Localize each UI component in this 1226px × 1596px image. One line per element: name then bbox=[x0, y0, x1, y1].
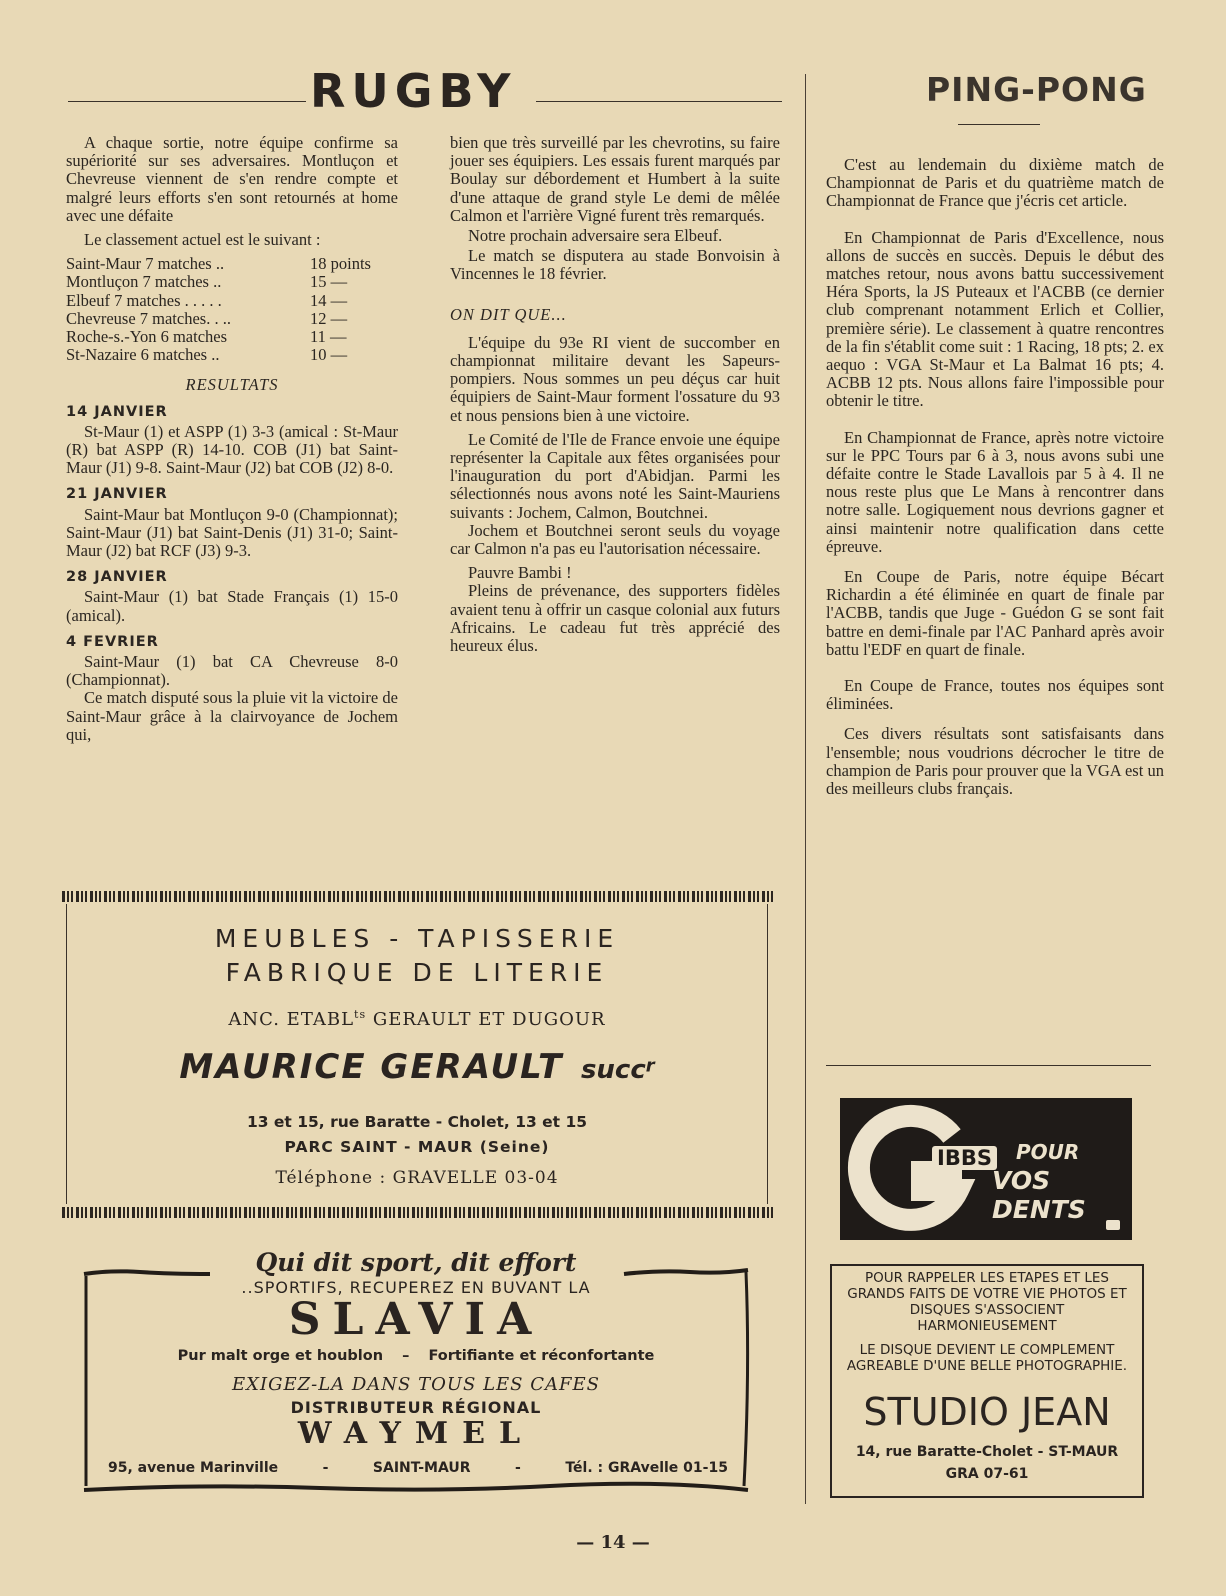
gibbs-badge-icon bbox=[1106, 1220, 1120, 1230]
ad-gerault-address: 13 et 15, rue Baratte - Cholet, 13 et 15 bbox=[246, 1113, 588, 1131]
ad-slavia-line2a: Pur malt orge et houblon bbox=[177, 1348, 384, 1364]
ad-slavia bbox=[80, 1250, 752, 1498]
pingpong-paragraph-1: C'est au lendemain du dixième match de Championnat de Paris et du quatrième match de Championnat de France que j'écris cet article. bbox=[826, 155, 1164, 211]
ad-border-stripe-bottom bbox=[62, 1207, 774, 1218]
ad-gerault-phone: Téléphone : GRAVELLE 03-04 bbox=[275, 1168, 559, 1188]
ad-slavia-line2-sep: – bbox=[402, 1348, 410, 1364]
pingpong-paragraph-5: En Coupe de France, toutes nos équipes sont éliminées. bbox=[826, 676, 1164, 714]
gibbs-brand: IBBS bbox=[932, 1146, 997, 1170]
ondit-heading: ON DIT QUE... bbox=[450, 304, 567, 324]
ad-gerault-succ: succ bbox=[580, 1055, 646, 1085]
date-heading-jan21: 21 JANVIER bbox=[66, 486, 168, 503]
table-row bbox=[66, 328, 398, 346]
date-heading-feb4: 4 FEVRIER bbox=[66, 633, 159, 650]
standings-team: St-Nazaire 6 matches .. bbox=[66, 345, 220, 365]
gibbs-line2: VOS DENTS bbox=[992, 1166, 1086, 1224]
standings-table bbox=[66, 255, 398, 364]
ondit-paragraph-5: Pleins de prévenance, des supporters fidèles avaient tenu à offrir un casque colonial aux futurs Africains. Le cadeau fut très apprécié des heureux élus. bbox=[450, 581, 780, 656]
ad-gerault-name-text: MAURICE GERAULT bbox=[179, 1047, 564, 1087]
table-row bbox=[66, 255, 398, 273]
ad-slavia-slogan: Qui dit sport, dit effort bbox=[255, 1248, 577, 1277]
pingpong-paragraph-4: En Coupe de Paris, notre équipe Bécart Richardin a été éliminée en quart de finale par l'ACBB, tandis que Juge - Guédon G se sont fait battre en demi-finale par l'AC Panhard après avoir battu l'EDF en quart de finale. bbox=[826, 567, 1164, 659]
results-jan14: St-Maur (1) et ASPP (1) 3-3 (amical : St-Maur (R) bat ASPP (R) 14-10. COB (J1) bat Saint-Maur (J1) 9-8. Saint-Maur (J2) bat COB (J2) 8-0. bbox=[66, 421, 398, 478]
rugby-ranking-intro: Le classement actuel est le suivant : bbox=[84, 230, 321, 250]
pingpong-paragraph-3: En Championnat de France, après notre victoire sur le PPC Tours par 6 à 3, nous avons subi une défaite contre le Stade Lavallois par 5 à 4. Il ne nous reste plus que Le Mans à rencontrer dans notre salle. Logiquement nous devrions gagner et ainsi maintenir notre qualification dans cette épreuve. bbox=[826, 427, 1164, 556]
pingpong-column bbox=[826, 156, 1164, 804]
rugby-column-1 bbox=[66, 134, 398, 750]
ondit-paragraph-2: Le Comité de l'Ile de France envoie une équipe représenter la Capitale aux fêtes organisées pour l'inauguration du port d'Abidjan. Parmi les sélectionnés nous avons noté les Saint-Mauriens suivants : Jochem, Calmon, Boutchnei. bbox=[450, 429, 780, 522]
ad-slavia-address-city: SAINT-MAUR bbox=[372, 1460, 471, 1476]
ad-studio-name: STUDIO JEAN bbox=[863, 1390, 1111, 1434]
next-opponent: Notre prochain adversaire sera Elbeuf. bbox=[468, 226, 723, 246]
ad-gerault-line2: FABRIQUE DE LITERIE bbox=[225, 958, 609, 987]
standings-team: Chevreuse 7 matches. . .. bbox=[66, 308, 231, 328]
standings-team: Saint-Maur 7 matches .. bbox=[66, 254, 225, 274]
ad-gibbs bbox=[840, 1098, 1132, 1240]
table-row bbox=[66, 273, 398, 291]
ad-gerault-city: PARC SAINT - MAUR (Seine) bbox=[284, 1138, 550, 1156]
ad-studio-phone: GRA 07-61 bbox=[945, 1466, 1029, 1482]
ondit-paragraph-4: Pauvre Bambi ! bbox=[468, 563, 572, 583]
ondit-paragraph-3: Jochem et Boutchnei seront seuls du voyage car Calmon n'a pas eu l'autorisation nécessaire. bbox=[450, 520, 780, 559]
ad-slavia-address-street: 95, avenue Marinville bbox=[108, 1460, 279, 1476]
ad-gerault-succ-sup: r bbox=[645, 1055, 655, 1077]
ad-slavia-brand: SLAVIA bbox=[288, 1294, 544, 1345]
pingpong-end-rule bbox=[826, 1065, 1151, 1066]
ad-slavia-line2b: Fortifiante et réconfortante bbox=[428, 1348, 655, 1364]
ad-gerault-name bbox=[67, 1047, 767, 1087]
ad-studio-address: 14, rue Baratte-Cholet - ST-MAUR bbox=[855, 1444, 1119, 1460]
results-jan21: Saint-Maur bat Montluçon 9-0 (Championnat); Saint-Maur (J1) bat Saint-Denis (J1) 31-0; Saint-Maur (J2) bat RCF (J3) 9-3. bbox=[66, 504, 398, 561]
standings-points: 14 — bbox=[310, 290, 348, 310]
ad-gerault bbox=[66, 904, 768, 1204]
ad-slavia-distributor: WAYMEL bbox=[297, 1416, 535, 1451]
ad-gerault-line3-post: GERAULT ET DUGOUR bbox=[366, 1009, 606, 1030]
ad-slavia-address bbox=[108, 1460, 728, 1476]
pingpong-paragraph-6: Ces divers résultats sont satisfaisants dans l'ensemble; nous voudrions décrocher le titre de champion de Paris pour prouver que la VGA est un des meilleurs clubs français. bbox=[826, 724, 1164, 799]
ad-slavia-line2 bbox=[80, 1348, 752, 1364]
ad-studio-text2: LE DISQUE DEVIENT LE COMPLEMENT AGREABLE D'UNE BELLE PHOTOGRAPHIE. bbox=[846, 1342, 1128, 1374]
table-row bbox=[66, 310, 398, 328]
standings-points: 10 — bbox=[310, 345, 348, 365]
standings-team: Montluçon 7 matches .. bbox=[66, 272, 222, 292]
table-row bbox=[66, 346, 398, 364]
ad-slavia-line4: DISTRIBUTEUR RÉGIONAL bbox=[290, 1398, 542, 1417]
rugby-title: RUGBY bbox=[310, 64, 517, 118]
results-feb4: Saint-Maur (1) bat CA Chevreuse 8-0 (Championnat). bbox=[66, 652, 398, 690]
standings-points: 11 — bbox=[310, 327, 347, 347]
rugby-intro-paragraph: A chaque sortie, notre équipe confirme sa supériorité sur ses adversaires. Montluçon et Chevreuse viennent de s'en rendre compte et malgré leurs efforts s'en sont retournés at home avec une défaite bbox=[66, 133, 398, 225]
standings-team: Roche-s.-Yon 6 matches bbox=[66, 327, 228, 347]
ad-gerault-line1: MEUBLES - TAPISSERIE bbox=[214, 924, 620, 953]
ad-slavia-line1: ..SPORTIFS, RECUPEREZ EN BUVANT LA bbox=[241, 1278, 591, 1297]
date-heading-jan14: 14 JANVIER bbox=[66, 403, 168, 420]
ad-gerault-line3-sup: ts bbox=[354, 1008, 367, 1021]
ad-slavia-line3: EXIGEZ-LA DANS TOUS LES CAFES bbox=[232, 1374, 600, 1395]
pingpong-title-rule bbox=[958, 124, 1040, 125]
standings-points: 15 — bbox=[310, 272, 348, 292]
ad-slavia-address-sep2: - bbox=[515, 1460, 521, 1476]
results-heading: RESULTATS bbox=[185, 375, 279, 395]
ad-slavia-address-sep1: - bbox=[322, 1460, 329, 1476]
pingpong-paragraph-2: En Championnat de Paris d'Excellence, nous allons de succès en succès. Depuis le début des matches retour, nous avons battu successivement Héra Sports, la JS Puteaux et l'ACBB (ce dernier club comprenant notamment Erlich et Collier, première série). Le classement à quatre rencontres de la fin s'établit come suit : 1 Racing, 18 pts; 2. ex aequo : VGA St-Maur et La Balmat 16 pts; 4. ACBB 12 pts. Nous allons faire l'impossible pour obtenir le titre. bbox=[826, 227, 1164, 411]
rugby-title-rule-left bbox=[68, 101, 306, 102]
ad-studio-jean bbox=[830, 1264, 1144, 1498]
page-number: — 14 — bbox=[576, 1532, 650, 1553]
standings-points: 12 — bbox=[310, 308, 348, 328]
next-match-venue: Le match se disputera au stade Bonvoisin à Vincennes le 18 février. bbox=[450, 246, 780, 284]
rugby-title-rule-right bbox=[536, 101, 782, 102]
results-jan28: Saint-Maur (1) bat Stade Français (1) 15-0 (amical). bbox=[66, 587, 398, 625]
standings-points: 18 points bbox=[310, 254, 371, 274]
ondit-paragraph-1: L'équipe du 93e RI vient de succomber en championnat militaire devant les Sapeurs-pompiers. Nous sommes un peu déçus car huit équipiers de Saint-Maur forment l'ossature du 93 et nous pensions bien à une victoire. bbox=[450, 332, 780, 425]
gibbs-line1: POUR bbox=[1016, 1140, 1080, 1164]
date-heading-jan28: 28 JANVIER bbox=[66, 569, 168, 586]
ad-gerault-line3 bbox=[67, 1008, 767, 1030]
ad-studio-text1: POUR RAPPELER LES ETAPES ET LES GRANDS FAITS DE VOTRE VIE PHOTOS ET DISQUES S'ASSOCIENT HARMONIEUSEMENT bbox=[847, 1270, 1127, 1334]
ad-gerault-line3-pre: ANC. ETABL bbox=[228, 1009, 355, 1030]
match-report-continued: bien que très surveillé par les chevrotins, su faire jouer ses équipiers. Les essais furent marqués par Boulay sur débordement et Humbert à la suite d'une attaque de grand style Le demi de mêlée Calmon et l'arrière Vigné furent très remarqués. bbox=[450, 133, 780, 225]
ad-border-stripe-top bbox=[62, 891, 774, 902]
pingpong-title: PING-PONG bbox=[926, 70, 1147, 109]
column-divider bbox=[805, 74, 806, 1504]
standings-team: Elbeuf 7 matches . . . . . bbox=[66, 290, 222, 310]
rugby-column-2 bbox=[450, 134, 780, 661]
match-report-start: Ce match disputé sous la pluie vit la victoire de Saint-Maur grâce à la clairvoyance de Jochem qui, bbox=[66, 688, 398, 744]
ad-slavia-address-phone: Tél. : GRAvelle 01-15 bbox=[565, 1460, 728, 1476]
table-row bbox=[66, 292, 398, 310]
